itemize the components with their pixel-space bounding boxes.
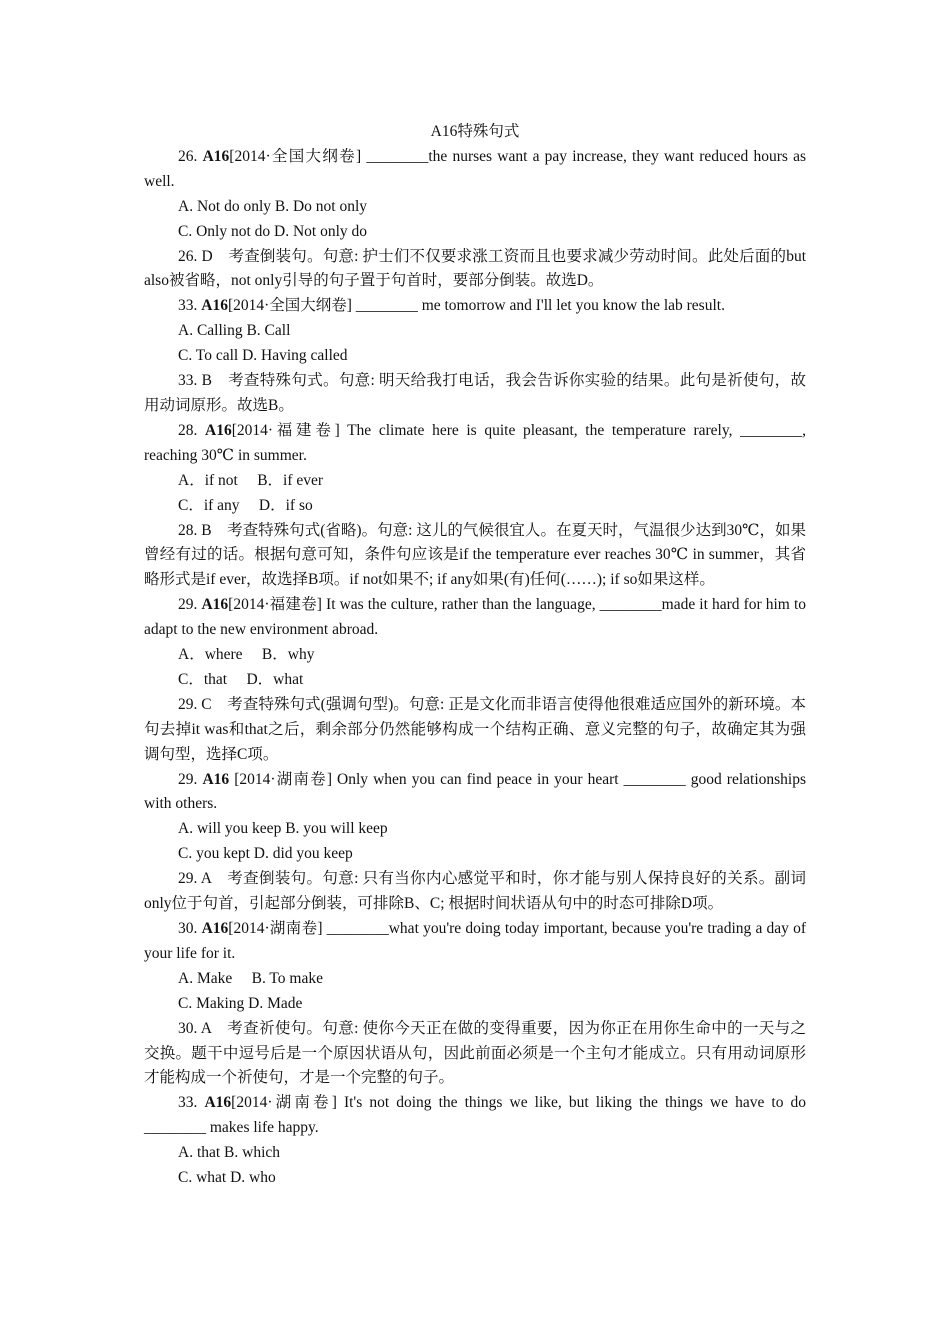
- options-cd: C. you kept D. did you keep: [178, 845, 353, 863]
- question-number: 28.: [178, 421, 206, 439]
- options-cd: C. To call D. Having called: [178, 347, 348, 365]
- question-tag: A16: [202, 770, 230, 788]
- question-stem: [2014·福建卷] The climate here is quite pleasant, the temperature rarely, ________, reaching 30℃ in summer.: [144, 421, 806, 464]
- question-stem: [2014·湖南卷] It's not doing the things we like, but liking the things we have to do ________ makes life happy.: [144, 1094, 807, 1137]
- question-stem: [2014·福建卷] It was the culture, rather than the language, ________made it hard for him to adapt to the new environment abroad.: [144, 596, 806, 639]
- question-26-national: [144, 145, 806, 195]
- options-cd: C. Only not do D. Not only do: [178, 222, 368, 240]
- answer-explanation: 33. B 考查特殊句式。句意: 明天给我打电话，我会告诉你实验的结果。此句是祈使句，故用动词原形。故选B。: [144, 372, 806, 414]
- options-cd: C. what D. who: [178, 1169, 276, 1187]
- options-cd: C．if any D．if so: [178, 496, 313, 514]
- options-cd: C. Making D. Made: [178, 994, 303, 1012]
- question-29-hunan: [144, 768, 806, 818]
- question-29-fujian: [144, 593, 806, 643]
- question-28-fujian: [144, 419, 806, 469]
- options-ab: A. Make B. To make: [178, 969, 323, 987]
- question-tag: A16: [201, 920, 229, 937]
- question-stem: [2014·全国大纲卷] ________ me tomorrow and I'll let you know the lab result.: [227, 297, 725, 315]
- answer-explanation: 29. C 考查特殊句式(强调句型)。句意: 正是文化而非语言使得他很难适应国外的新环境。本句去掉it was和that之后，剩余部分仍然能够构成一个结构正确、意义完整的句子，故确定其为强调句型，选择C项。: [144, 695, 806, 763]
- question-30-hunan: [144, 917, 806, 967]
- options-ab: A．where B．why: [178, 646, 315, 664]
- options-ab: A. Calling B. Call: [178, 322, 291, 340]
- question-tag: A16: [202, 147, 230, 165]
- options-ab: A．if not B．if ever: [178, 471, 324, 489]
- answer-explanation: 30. A 考查祈使句。句意: 使你今天正在做的变得重要，因为你正在用你生命中的一天与之交换。题干中逗号后是一个原因状语从句，因此前面必须是一个主句才能成立。只有用动词原形才能构成一个祈使句，才是一个完整的句子。: [144, 1019, 806, 1087]
- question-number: 26.: [178, 147, 203, 165]
- question-33-hunan: [144, 1091, 806, 1141]
- answer-explanation: 29. A 考查倒装句。句意: 只有当你内心感觉平和时，你才能与别人保持良好的关系。副词only位于句首，引起部分倒装，可排除B、C; 根据时间状语从句中的时态可排除D项。: [144, 870, 806, 913]
- question-number: 33.: [178, 1094, 205, 1112]
- options-ab: A. that B. which: [178, 1144, 281, 1162]
- page-title: A16特殊句式: [430, 123, 520, 140]
- answer-explanation: 26. D 考查倒装句。句意: 护士们不仅要求涨工资而且也要求减少劳动时间。此处后面的but also被省略，not only引导的句子置于句首时，要部分倒装。故选D。: [144, 247, 806, 290]
- question-stem: [2014·湖南卷] ________what you're doing today important, because you're trading a day of your life for it.: [144, 920, 807, 962]
- question-tag: A16: [204, 1094, 232, 1112]
- question-number: 29.: [178, 770, 203, 788]
- question-tag: A16: [201, 297, 228, 315]
- question-stem: [2014·全国大纲卷] ________the nurses want a pay increase, they want reduced hours as well.: [144, 147, 807, 190]
- question-tag: A16: [201, 596, 229, 614]
- question-number: 29.: [178, 596, 202, 614]
- question-number: 33.: [178, 297, 202, 315]
- question-stem: [2014·湖南卷] Only when you can find peace in your heart ________ good relationships with others.: [144, 770, 807, 813]
- question-tag: A16: [205, 421, 232, 439]
- options-ab: A. Not do only B. Do not only: [178, 197, 368, 215]
- options-ab: A. will you keep B. you will keep: [178, 820, 388, 838]
- options-cd: C．that D．what: [178, 670, 304, 688]
- question-number: 30.: [178, 920, 202, 937]
- answer-explanation: 28. B 考查特殊句式(省略)。句意: 这儿的气候很宜人。在夏天时，气温很少达到30℃，如果曾经有过的话。根据句意可知，条件句应该是if the temperature ever reaches 30℃ in summer，其省略形式是if ever，故选择B项。if not如果不; if any如果(有)任何(……); if so如果这样。: [144, 521, 806, 589]
- question-33-national: [144, 294, 806, 319]
